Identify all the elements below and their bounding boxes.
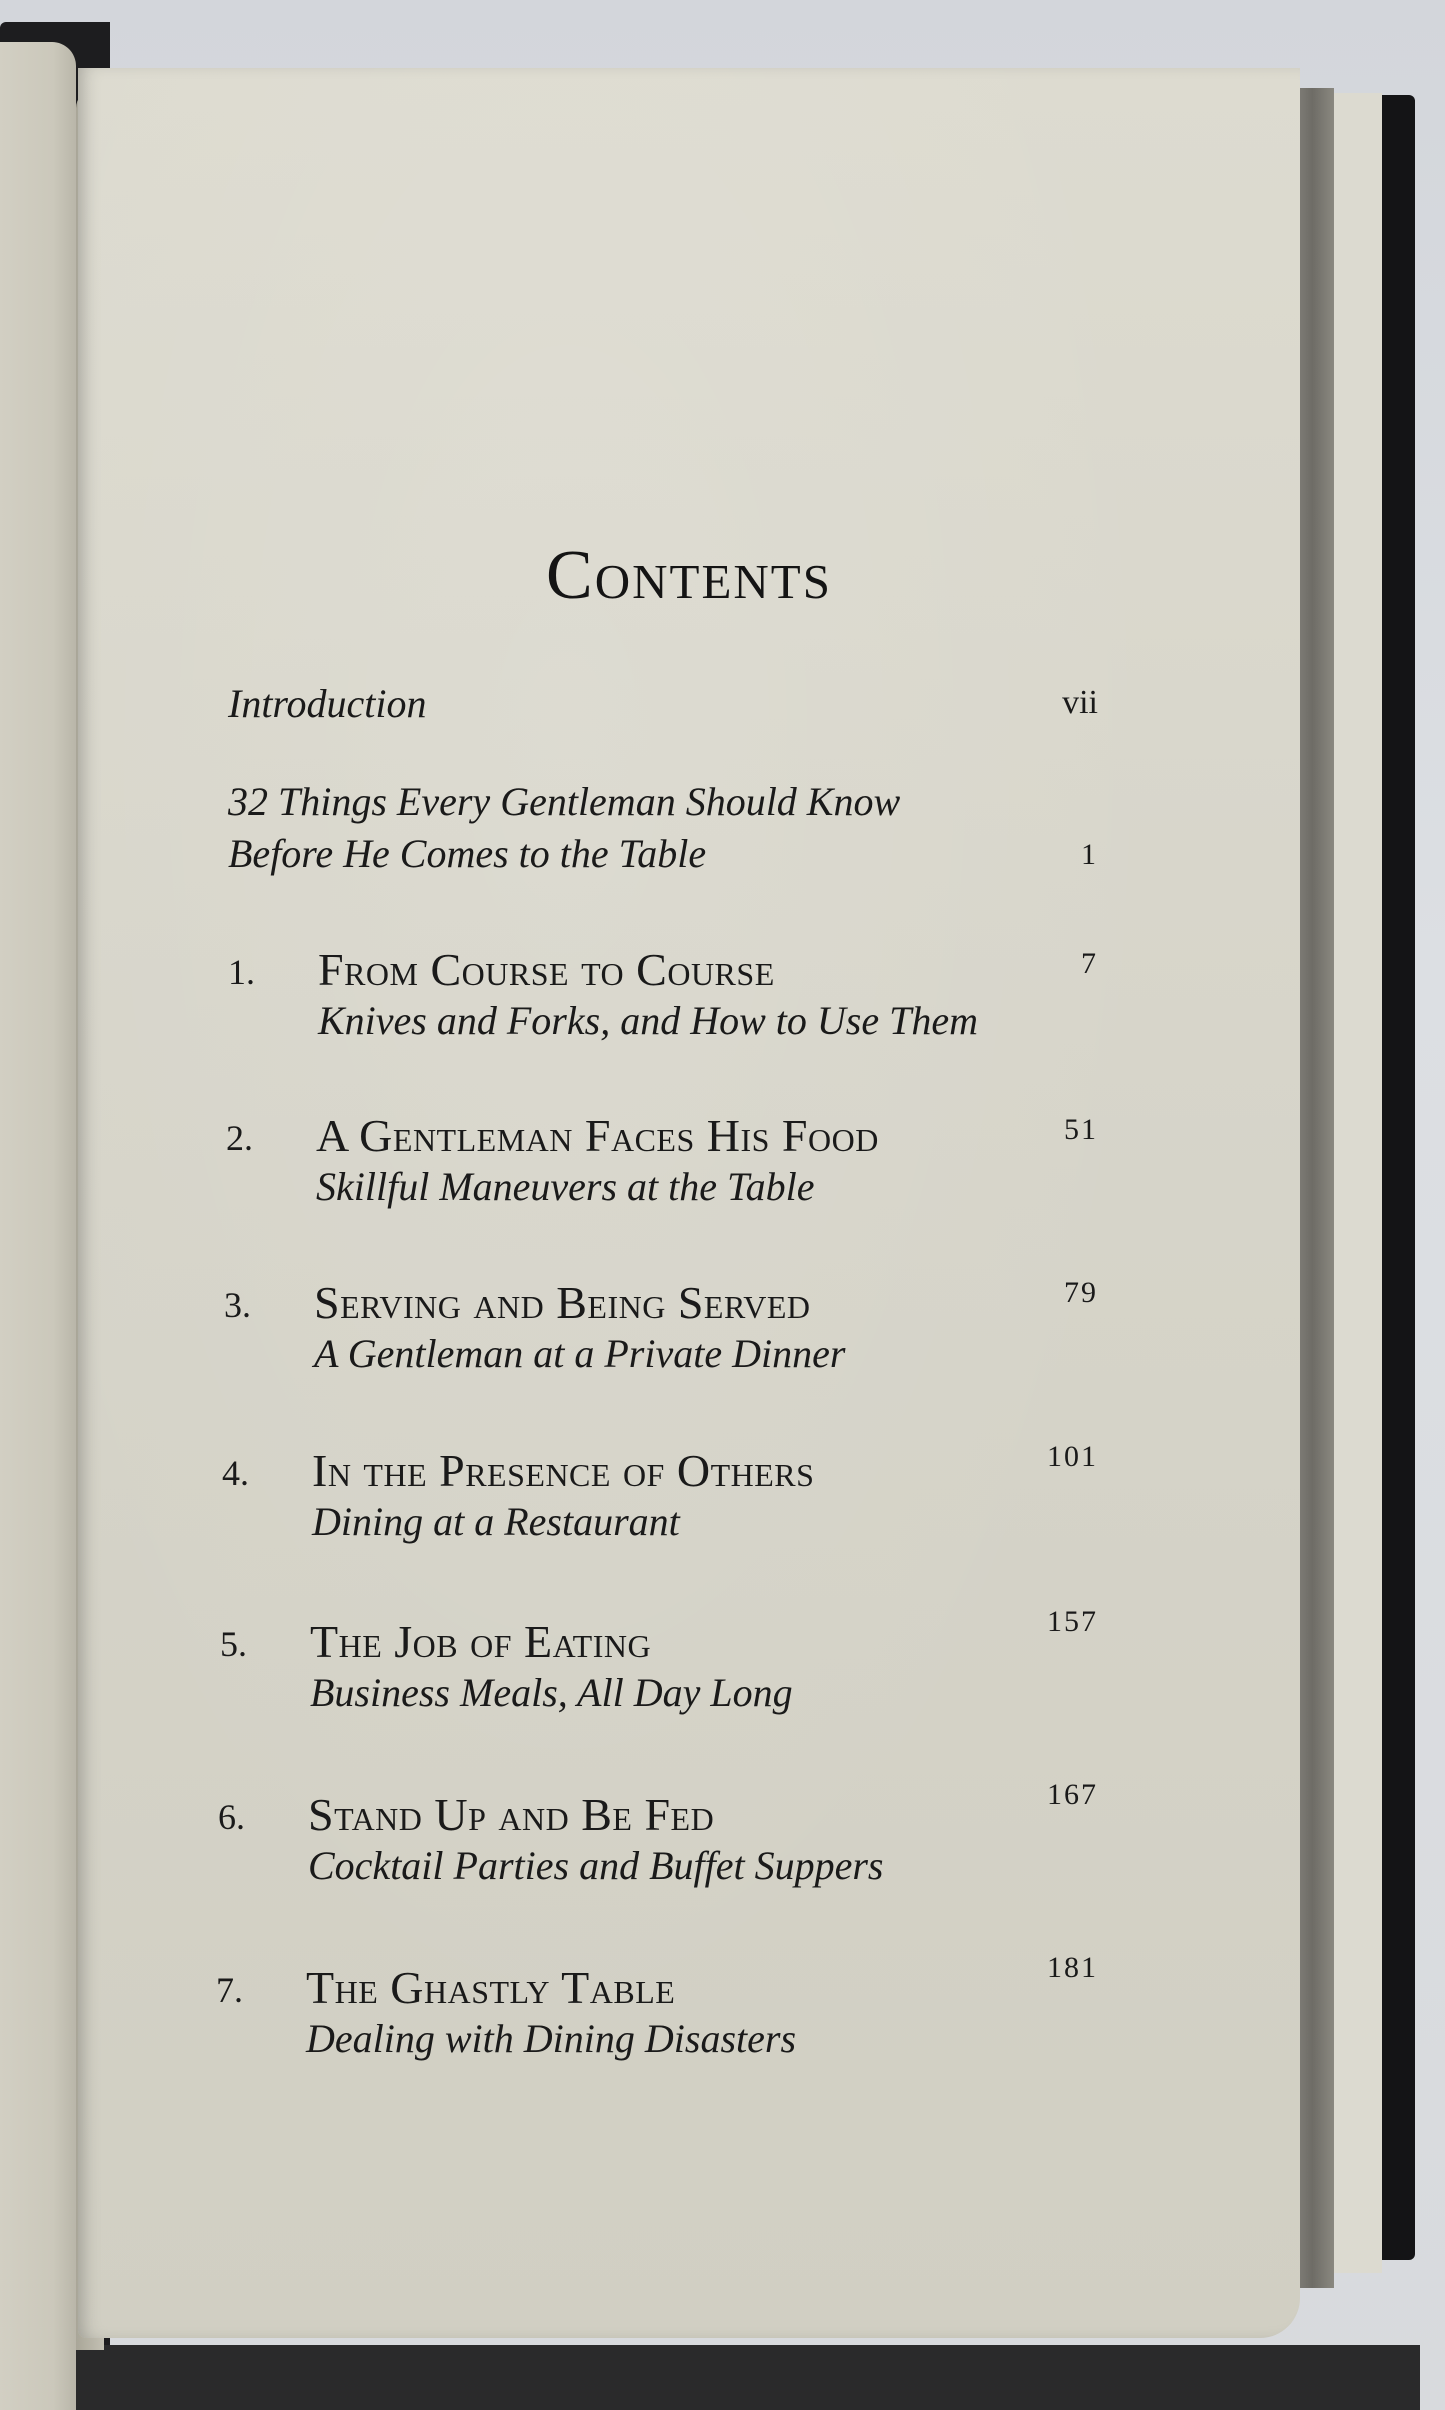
contents-page (78, 68, 1300, 2338)
left-page (0, 42, 76, 2410)
chapter-subtitle: Business Meals, All Day Long (310, 1670, 793, 1715)
entry-title-line1: 32 Things Every Gentleman Should Know (228, 779, 901, 824)
chapter-number: 7. (216, 1970, 243, 2010)
chapter-subtitle: Cocktail Parties and Buffet Suppers (308, 1843, 884, 1888)
chapter-title: Serving and Being Served (314, 1277, 811, 1328)
entry-page-number: vii (1062, 684, 1098, 721)
chapter-title: Stand Up and Be Fed (308, 1789, 715, 1840)
chapter-page-number: 7 (1081, 947, 1098, 980)
chapter-number: 5. (220, 1624, 247, 1664)
chapter-number: 4. (222, 1453, 249, 1493)
chapter-subtitle: Dining at a Restaurant (312, 1499, 680, 1544)
chapter-title: A Gentleman Faces His Food (316, 1110, 879, 1161)
chapter-title: From Course to Course (318, 944, 775, 995)
chapter-number: 2. (226, 1118, 253, 1158)
chapter-page-number: 157 (1047, 1605, 1098, 1638)
chapter-page-number: 101 (1047, 1440, 1098, 1473)
chapter-page-number: 51 (1064, 1113, 1098, 1146)
chapter-title: The Job of Eating (310, 1616, 652, 1667)
chapter-subtitle: Skillful Maneuvers at the Table (316, 1164, 815, 1209)
chapter-number: 6. (218, 1797, 245, 1837)
page-title: Contents (546, 537, 832, 614)
page-edge-shadow (1298, 88, 1334, 2288)
chapter-subtitle: A Gentleman at a Private Dinner (314, 1331, 846, 1376)
chapter-title: The Ghastly Table (306, 1962, 676, 2013)
chapter-number: 3. (224, 1285, 251, 1325)
chapter-page-number: 181 (1047, 1951, 1098, 1984)
chapter-page-number: 167 (1047, 1778, 1098, 1811)
chapter-subtitle: Knives and Forks, and How to Use Them (318, 998, 978, 1043)
chapter-number: 1. (228, 952, 255, 992)
chapter-subtitle: Dealing with Dining Disasters (306, 2016, 797, 2061)
entry-title: Introduction (228, 681, 427, 726)
chapter-page-number: 79 (1064, 1276, 1098, 1309)
entry-page-number: 1 (1081, 838, 1098, 871)
entry-title-line2: Before He Comes to the Table (228, 831, 707, 876)
chapter-title: In the Presence of Others (312, 1445, 815, 1496)
book-cover-bottom (60, 2345, 1420, 2410)
